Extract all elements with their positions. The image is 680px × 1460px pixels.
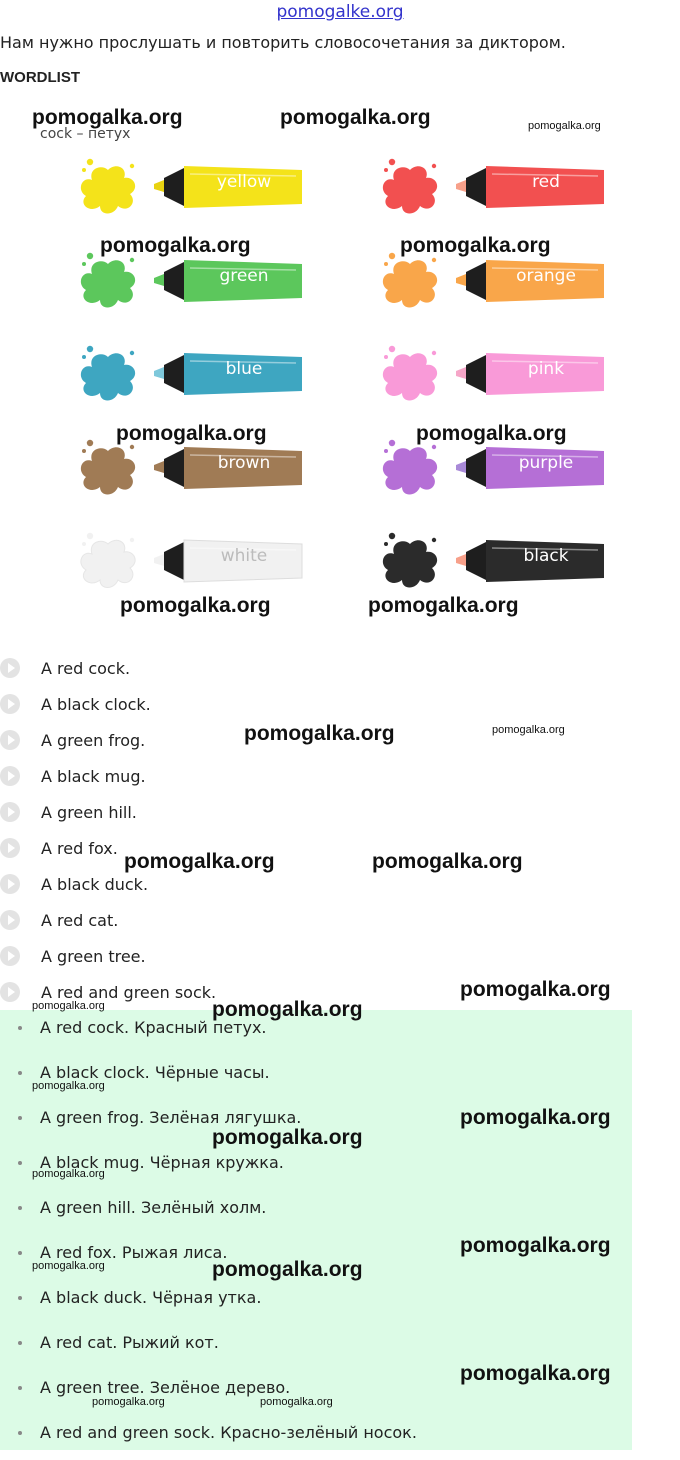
paint-splash-icon [72,343,144,407]
marker-label: white [220,546,268,566]
watermark-text: pomogalka.org [460,1362,611,1385]
watermark-text: pomogalka.org [280,106,431,129]
phrase-text: A green hill. [41,803,137,822]
site-link[interactable]: pomogalke.org [276,2,404,22]
play-icon[interactable] [0,658,20,678]
paint-splash-icon [72,530,144,594]
marker-green [72,250,312,314]
watermark-text: pomogalka.org [416,422,567,445]
translation-text: A red cat. Рыжий кот. [40,1333,219,1352]
translation-text: A black mug. Чёрная кружка. [40,1153,284,1172]
partial-caption: cock – петух [40,126,131,142]
translation-item [0,1190,632,1235]
marker-brown [72,437,312,501]
watermark-text: pomogalka.org [372,850,523,873]
play-icon[interactable] [0,982,20,1002]
marker-pink [374,343,614,407]
watermark-text: pomogalka.org [32,1080,105,1092]
translation-text: A green tree. Зелёное дерево. [40,1378,291,1397]
phrase-text: A green tree. [41,947,146,966]
watermark-text: pomogalka.org [400,234,551,257]
bullet-icon [18,1341,22,1345]
bullet-icon [18,1251,22,1255]
marker-label: black [523,546,569,566]
translation-item [0,1055,632,1100]
watermark-text: pomogalka.org [460,978,611,1001]
watermark-text: pomogalka.org [260,1396,333,1408]
audio-item [0,688,640,724]
bullet-icon [18,1116,22,1120]
bullet-icon [18,1206,22,1210]
watermark-text: pomogalka.org [244,722,395,745]
translation-text: A red fox. Рыжая лиса. [40,1243,228,1262]
paint-splash-icon [374,343,446,407]
watermark-text: pomogalka.org [212,1126,363,1149]
watermark-text: pomogalka.org [460,1106,611,1129]
play-icon[interactable] [0,910,20,930]
marker-label: blue [225,359,263,379]
marker-label: red [532,172,560,192]
audio-item [0,940,640,976]
audio-item [0,904,640,940]
phrase-text: A black mug. [41,767,146,786]
marker-label: green [219,266,269,286]
watermark-text: pomogalka.org [460,1234,611,1257]
phrase-text: A red and green sock. [41,983,217,1002]
play-icon[interactable] [0,946,20,966]
bullet-icon [18,1431,22,1435]
translation-text: A black duck. Чёрная утка. [40,1288,262,1307]
watermark-text: pomogalka.org [368,594,519,617]
translation-text: A green frog. Зелёная лягушка. [40,1108,302,1127]
translation-text: A red cock. Красный петух. [40,1018,267,1037]
bullet-icon [18,1026,22,1030]
paint-splash-icon [374,437,446,501]
play-icon[interactable] [0,766,20,786]
translation-item [0,1415,632,1460]
phrase-text: A red fox. [41,839,118,858]
translation-text: A black clock. Чёрные часы. [40,1063,270,1082]
paint-splash-icon [374,530,446,594]
play-icon[interactable] [0,730,20,750]
paint-splash-icon [72,156,144,220]
play-icon[interactable] [0,802,20,822]
instruction-text: Нам нужно прослушать и повторить словосочетания за диктором. [0,33,566,52]
marker-orange [374,250,614,314]
translation-text: A green hill. Зелёный холм. [40,1198,267,1217]
marker-label: purple [518,453,574,473]
marker-white [72,530,312,594]
marker-label: brown [217,453,271,473]
audio-item [0,760,640,796]
paint-splash-icon [72,437,144,501]
watermark-text: pomogalka.org [100,234,251,257]
watermark-text: pomogalka.org [528,120,601,132]
translation-text: A red and green sock. Красно-зелёный носок. [40,1423,417,1442]
paint-splash-icon [72,250,144,314]
marker-blue [72,343,312,407]
watermark-text: pomogalka.org [32,1168,105,1180]
marker-label: pink [527,359,565,379]
marker-red [374,156,614,220]
watermark-text: pomogalka.org [124,850,275,873]
bullet-icon [18,1071,22,1075]
audio-phrase-list [0,652,640,1012]
phrase-text: A black duck. [41,875,149,894]
wordlist-heading: WORDLIST [0,69,80,86]
watermark-text: pomogalka.org [212,998,363,1021]
watermark-text: pomogalka.org [212,1258,363,1281]
watermark-text: pomogalka.org [32,106,183,129]
bullet-icon [18,1296,22,1300]
phrase-text: A green frog. [41,731,146,750]
paint-splash-icon [374,250,446,314]
translation-item [0,1280,632,1325]
marker-label: orange [516,266,576,286]
watermark-text: pomogalka.org [492,724,565,736]
marker-black [374,530,614,594]
watermark-text: pomogalka.org [32,1000,105,1012]
watermark-text: pomogalka.org [120,594,271,617]
play-icon[interactable] [0,874,20,894]
audio-item [0,832,640,868]
marker-label: yellow [216,172,272,192]
watermark-text: pomogalka.org [32,1260,105,1272]
play-icon[interactable] [0,694,20,714]
phrase-text: A black clock. [41,695,151,714]
phrase-text: A red cock. [41,659,131,678]
phrase-text: A red cat. [41,911,119,930]
audio-item [0,868,640,904]
bullet-icon [18,1386,22,1390]
bullet-icon [18,1161,22,1165]
watermark-text: pomogalka.org [116,422,267,445]
watermark-text: pomogalka.org [92,1396,165,1408]
audio-item [0,796,640,832]
marker-purple [374,437,614,501]
marker-yellow [72,156,312,220]
audio-item [0,652,640,688]
paint-splash-icon [374,156,446,220]
play-icon[interactable] [0,838,20,858]
